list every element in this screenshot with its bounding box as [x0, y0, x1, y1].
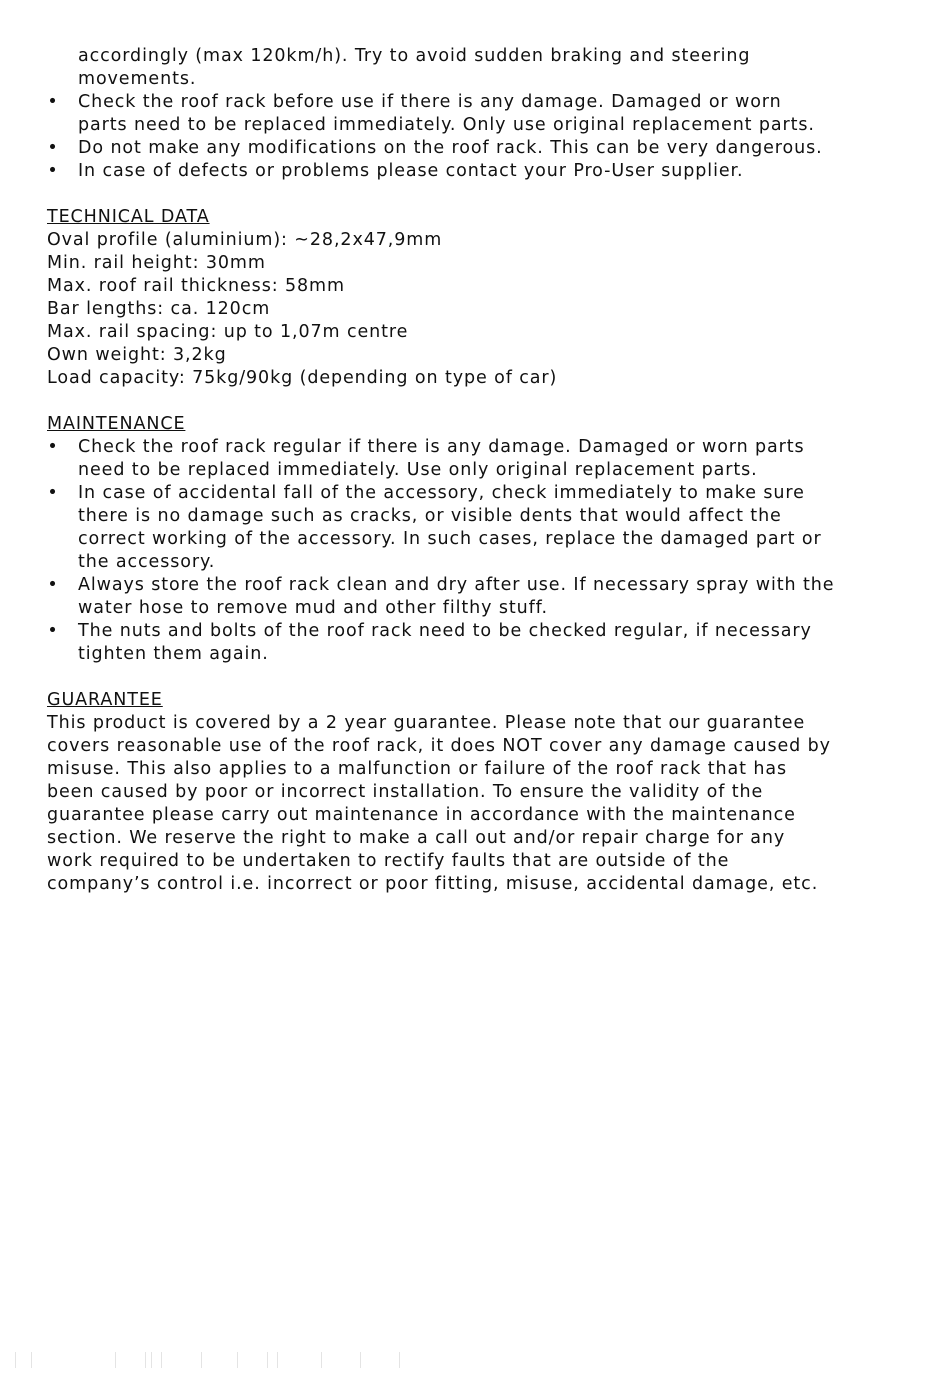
guarantee-paragraph	[47, 712, 847, 896]
intro-bullet-item-text-line: Check the roof rack before use if there is any damage. Damaged or worn	[78, 92, 782, 112]
technical-data-line: Max. rail spacing: up to 1,07m centre	[47, 322, 409, 342]
guarantee-text-line: section. We reserve the right to make a call out and/or repair charge for any	[47, 828, 786, 848]
maintenance-bullet-item-text-line: In case of accidental fall of the accessory, check immediately to make sure	[78, 483, 805, 503]
technical-data-heading: TECHNICAL DATA	[47, 207, 210, 227]
document-page	[47, 45, 847, 896]
intro-bullet-item-text-line: In case of defects or problems please contact your Pro-User supplier.	[78, 161, 744, 181]
technical-data-line: Bar lengths: ca. 120cm	[47, 299, 271, 319]
maintenance-bullet-item-text-line: the accessory.	[78, 552, 216, 572]
bullet-icon: •	[47, 437, 59, 457]
bullet-icon: •	[47, 621, 59, 641]
intro-bullet-item	[47, 137, 847, 160]
maintenance-bullet-item-text-line: Check the roof rack regular if there is any damage. Damaged or worn parts	[78, 437, 805, 457]
intro-bullet-item-text-line: parts need to be replaced immediately. Only use original replacement parts.	[78, 115, 815, 135]
intro-bullet-item-text-line: Do not make any modifications on the roof rack. This can be very dangerous.	[78, 138, 823, 158]
intro-bullet-item	[47, 91, 847, 137]
maintenance-bullet-item-text-line: correct working of the accessory. In such cases, replace the damaged part or	[78, 529, 822, 549]
guarantee-text-line: work required to be undertaken to rectify faults that are outside of the	[47, 851, 730, 871]
guarantee-section	[47, 689, 847, 896]
intro-bullet-item	[47, 160, 847, 183]
maintenance-heading: MAINTENANCE	[47, 414, 186, 434]
technical-data-list	[47, 229, 847, 390]
maintenance-bullet-item-text-line: water hose to remove mud and other filthy stuff.	[78, 598, 548, 618]
technical-data-line: Own weight: 3,2kg	[47, 345, 227, 365]
bullet-icon: •	[47, 138, 59, 158]
maintenance-bullet-item-text-line: need to be replaced immediately. Use only original replacement parts.	[78, 460, 758, 480]
maintenance-bullet-item	[47, 620, 847, 666]
guarantee-heading: GUARANTEE	[47, 690, 163, 710]
maintenance-bullet-item-text-line: there is no damage such as cracks, or visible dents that would affect the	[78, 506, 782, 526]
bullet-icon: •	[47, 161, 59, 181]
technical-data-line: Load capacity: 75kg/90kg (depending on type of car)	[47, 368, 558, 388]
bullet-icon: •	[47, 483, 59, 503]
technical-data-section	[47, 206, 847, 390]
maintenance-bullet-item	[47, 482, 847, 574]
maintenance-bullet-item-text-line: Always store the roof rack clean and dry after use. If necessary spray with the	[78, 575, 835, 595]
maintenance-section	[47, 413, 847, 666]
intro-continuation-line: accordingly (max 120km/h). Try to avoid sudden braking and steering	[78, 46, 751, 66]
technical-data-line: Max. roof rail thickness: 58mm	[47, 276, 345, 296]
guarantee-text-line: covers reasonable use of the roof rack, it does NOT cover any damage caused by	[47, 736, 831, 756]
guarantee-text-line: guarantee please carry out maintenance in accordance with the maintenance	[47, 805, 796, 825]
guarantee-text-line: misuse. This also applies to a malfunction or failure of the roof rack that has	[47, 759, 787, 779]
bullet-icon: •	[47, 92, 59, 112]
maintenance-bullet-item	[47, 436, 847, 482]
intro-continuation-line: movements.	[78, 69, 197, 89]
guarantee-text-line: This product is covered by a 2 year guarantee. Please note that our guarantee	[47, 713, 806, 733]
maintenance-bullet-item-text-line: The nuts and bolts of the roof rack need to be checked regular, if necessary	[78, 621, 812, 641]
intro-bullet-list	[47, 91, 847, 183]
technical-data-line: Oval profile (aluminium): ~28,2x47,9mm	[47, 230, 443, 250]
maintenance-bullet-list	[47, 436, 847, 666]
intro-section	[47, 45, 847, 183]
guarantee-text-line: company’s control i.e. incorrect or poor fitting, misuse, accidental damage, etc.	[47, 874, 819, 894]
maintenance-bullet-item	[47, 574, 847, 620]
maintenance-bullet-item-text-line: tighten them again.	[78, 644, 269, 664]
technical-data-line: Min. rail height: 30mm	[47, 253, 266, 273]
bullet-icon: •	[47, 575, 59, 595]
faint-footer-marks	[15, 1352, 415, 1368]
guarantee-text-line: been caused by poor or incorrect installation. To ensure the validity of the	[47, 782, 764, 802]
